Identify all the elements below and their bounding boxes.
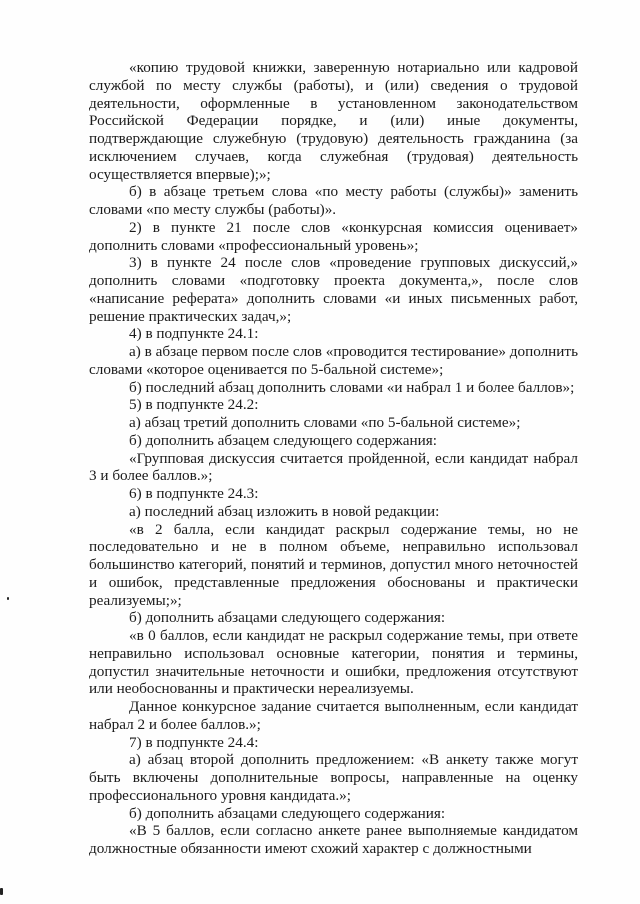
paragraph: «Групповая дискуссия считается пройденной, если кандидат набрал 3 и более баллов.»; bbox=[89, 449, 578, 485]
paragraph: «копию трудовой книжки, заверенную нотариально или кадровой службой по месту службы (работы), и (или) сведения о трудовой деятельности, оформленные в установленном законодательством Российской Федерации порядке, и (или) иные документы, подтверждающие служебную (трудовую) деятельность гражданина (за исключением случаев, когда служебная (трудовая) деятельность осуществляется впервые);»; bbox=[89, 59, 578, 183]
paragraph: «В 5 баллов, если согласно анкете ранее выполняемые кандидатом должностные обязанности имеют схожий характер с должностными bbox=[89, 822, 578, 857]
paragraph: 5) в подпункте 24.2: bbox=[129, 396, 259, 414]
paragraph: 3) в пункте 24 после слов «проведение групповых дискуссий,» дополнить словами «подготовку проекта документа,», после слов «написание реферата» дополнить словами «и иных письменных работ, решение практических задач,»; bbox=[89, 254, 578, 325]
document-body bbox=[89, 59, 578, 858]
paragraph: «в 0 баллов, если кандидат не раскрыл содержание темы, при ответе неправильно использовал основные категории, понятия и термины, допустил значительные неточности и ошибки, предложения отсутствуют или необоснованны и практически нереализуемы. bbox=[89, 627, 578, 698]
paragraph: б) последний абзац дополнить словами «и набрал 1 и более баллов»; bbox=[129, 378, 575, 396]
paragraph: а) в абзаце первом после слов «проводится тестирование» дополнить словами «которое оценивается по 5-бальной системе»; bbox=[89, 343, 578, 378]
paragraph: а) последний абзац изложить в новой редакции: bbox=[129, 502, 440, 520]
paragraph: Данное конкурсное задание считается выполненным, если кандидат набрал 2 и более баллов.»; bbox=[89, 698, 578, 733]
paragraph: б) дополнить абзацами следующего содержания: bbox=[129, 609, 446, 627]
paragraph: 4) в подпункте 24.1: bbox=[129, 325, 259, 343]
paragraph: б) дополнить абзацем следующего содержания: bbox=[129, 431, 437, 449]
scan-speck bbox=[7, 597, 9, 600]
paragraph: а) абзац третий дополнить словами «по 5-бальной системе»; bbox=[129, 414, 521, 431]
paragraph: 2) в пункте 21 после слов «конкурсная комиссия оценивает» дополнить словами «профессиональный уровень»; bbox=[89, 218, 578, 254]
paragraph: 7) в подпункте 24.4: bbox=[129, 733, 259, 751]
paragraph: а) абзац второй дополнить предложением: «В анкету также могут быть включены дополнительные вопросы, направленные на оценку профессионального уровня кандидата.»; bbox=[89, 751, 578, 804]
paragraph: б) дополнить абзацами следующего содержания: bbox=[129, 804, 446, 822]
paragraph: «в 2 балла, если кандидат раскрыл содержание темы, но не последовательно и не в полном объеме, неправильно использовал большинство категорий, понятий и терминов, допустил много неточностей и ошибок, представленные предложения обоснованы и практически реализуемы;»; bbox=[89, 520, 578, 609]
scan-speck bbox=[0, 888, 3, 895]
paragraph: 6) в подпункте 24.3: bbox=[129, 485, 259, 502]
paragraph: б) в абзаце третьем слова «по месту работы (службы)» заменить словами «по месту службы (работы)». bbox=[89, 183, 578, 218]
